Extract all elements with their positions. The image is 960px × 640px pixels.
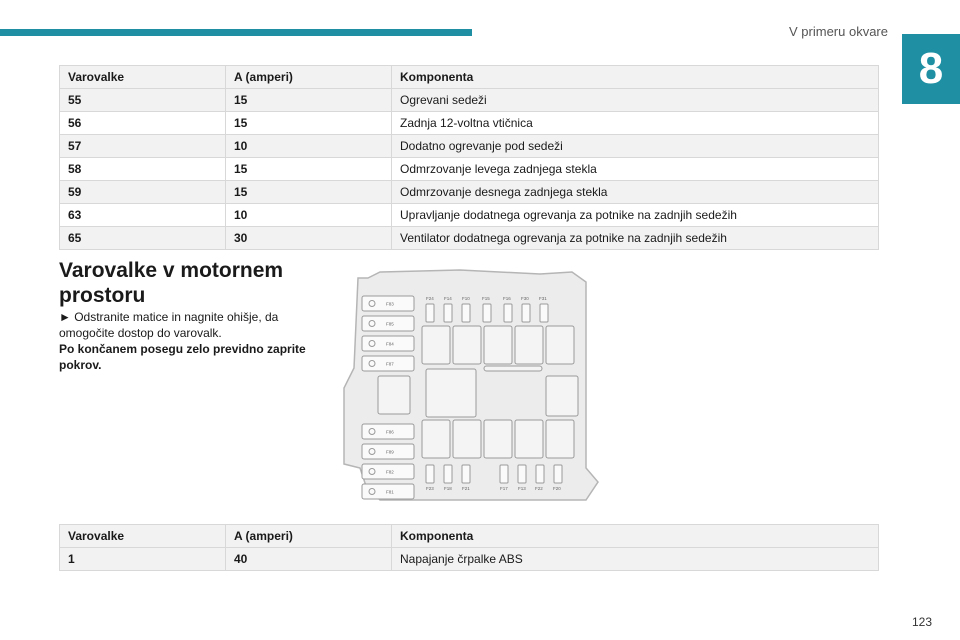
fuse-label: F31 <box>539 296 547 301</box>
fuse-component: Upravljanje dodatnega ogrevanja za potnike na zadnjih sedežih <box>392 204 879 227</box>
section-heading: Varovalke v motornem prostoru <box>59 259 284 307</box>
fuse-amps: 10 <box>226 135 392 158</box>
table-header-row <box>60 525 879 548</box>
table-row <box>60 181 879 204</box>
column-header-component: Komponenta <box>392 525 879 548</box>
relay-label: F83 <box>386 301 394 307</box>
fuse-label: F22 <box>535 486 543 491</box>
fuse-label: F10 <box>462 296 470 301</box>
fuse-number: 56 <box>60 112 226 135</box>
table-header-row <box>60 66 879 89</box>
relay-center-large <box>426 369 476 417</box>
warning-text: Po končanem posegu zelo previdno zaprite pokrov. <box>59 342 306 372</box>
fuse-number: 58 <box>60 158 226 181</box>
fuse-number: 57 <box>60 135 226 158</box>
header-accent-bar <box>0 29 472 36</box>
fuse-box-diagram <box>340 268 600 504</box>
table-row <box>60 112 879 135</box>
fuse-amps: 30 <box>226 227 392 250</box>
fuse-component: Odmrzovanje desnega zadnjega stekla <box>392 181 879 204</box>
relay-label: F89 <box>386 449 394 455</box>
fuse-component: Ogrevani sedeži <box>392 89 879 112</box>
fuse-label: F30 <box>521 296 529 301</box>
table-row <box>60 204 879 227</box>
instruction-paragraph <box>59 309 321 373</box>
section-title: V primeru okvare <box>789 24 888 39</box>
column-header-component: Komponenta <box>392 66 879 89</box>
table-row <box>60 227 879 250</box>
top-fuse-row <box>426 304 548 322</box>
fuse-table-2 <box>59 524 879 571</box>
table-row <box>60 89 879 112</box>
fuse-amps: 15 <box>226 89 392 112</box>
fuse-amps: 15 <box>226 112 392 135</box>
relay-label: F86 <box>386 429 394 435</box>
relay-label: F84 <box>386 341 394 347</box>
relay-blocks-top <box>422 326 574 364</box>
relay-left-middle <box>378 376 410 414</box>
fuse-component: Odmrzovanje levega zadnjega stekla <box>392 158 879 181</box>
fuse-amps: 15 <box>226 181 392 204</box>
relay-label: F87 <box>386 361 394 367</box>
fuse-table-1 <box>59 65 879 250</box>
fuse-amps: 40 <box>226 548 392 571</box>
column-header-amps: A (amperi) <box>226 525 392 548</box>
fuse-number: 63 <box>60 204 226 227</box>
column-header-fuse: Varovalke <box>60 66 226 89</box>
table-row <box>60 548 879 571</box>
fuse-label: F14 <box>444 296 452 301</box>
fuse-number: 65 <box>60 227 226 250</box>
fuse-number: 1 <box>60 548 226 571</box>
fuse-label: F18 <box>444 486 452 491</box>
fuse-amps: 15 <box>226 158 392 181</box>
fuse-number: 59 <box>60 181 226 204</box>
relay-right-middle <box>546 376 578 416</box>
fuse-number: 55 <box>60 89 226 112</box>
fuse-component: Ventilator dodatnega ogrevanja za potnike na zadnjih sedežih <box>392 227 879 250</box>
table-row <box>60 135 879 158</box>
fuse-label: F23 <box>426 486 434 491</box>
fuse-label: F16 <box>503 296 511 301</box>
relay-label: F85 <box>386 321 394 327</box>
page-number: 123 <box>911 615 932 629</box>
relay-label: F82 <box>386 469 394 475</box>
fuse-label: F24 <box>426 296 434 301</box>
relay-blocks-bottom <box>422 420 574 458</box>
column-header-amps: A (amperi) <box>226 66 392 89</box>
fuse-component: Zadnja 12-voltna vtičnica <box>392 112 879 135</box>
column-header-fuse: Varovalke <box>60 525 226 548</box>
chapter-tab: 8 <box>902 34 960 104</box>
fuse-label: F20 <box>553 486 561 491</box>
fuse-label: F17 <box>500 486 508 491</box>
fuse-label: F21 <box>462 486 470 491</box>
fuse-component: Napajanje črpalke ABS <box>392 548 879 571</box>
table-row <box>60 158 879 181</box>
fuse-label: F15 <box>482 296 490 301</box>
fuse-label: F13 <box>518 486 526 491</box>
connector-slot <box>484 366 542 371</box>
instruction-text: ► Odstranite matice in nagnite ohišje, da omogočite dostop do varovalk. <box>59 310 279 340</box>
fuse-component: Dodatno ogrevanje pod sedeži <box>392 135 879 158</box>
relay-label: F81 <box>386 489 394 495</box>
fuse-amps: 10 <box>226 204 392 227</box>
